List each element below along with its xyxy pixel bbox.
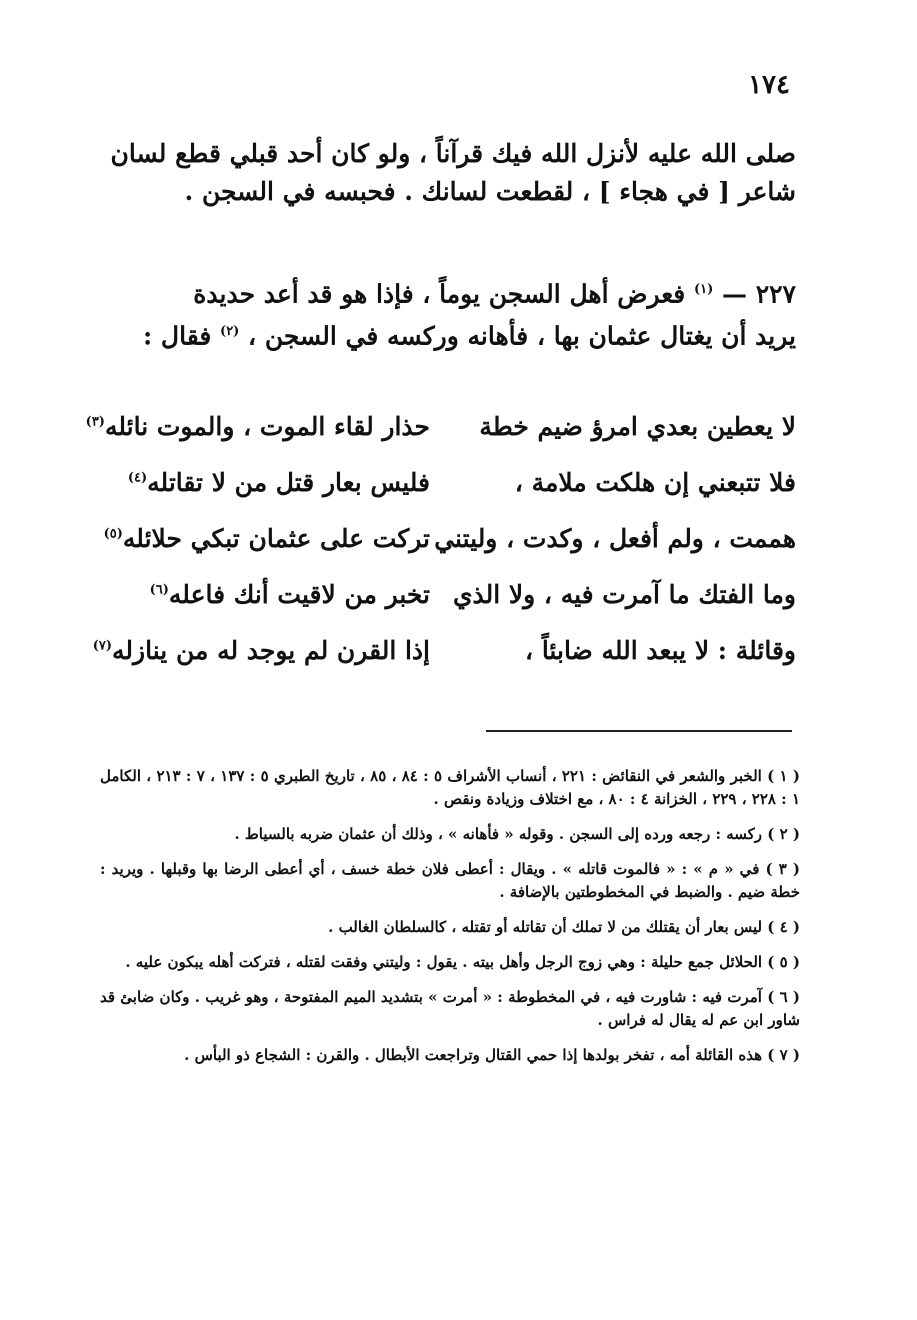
footnote: ( ٦ ) آمرت فيه : شاورت فيه ، في المخطوطة : « أمرت » بتشديد الميم المفتوحة ، وهو غريب . وكان ضابئ قد شاور ابن عم له يقال له فراس . <box>100 988 800 1029</box>
footnote-ref: (٥) <box>103 526 123 542</box>
poem-verse <box>100 454 796 510</box>
text-line <box>100 313 796 355</box>
text-span: تخبر من لاقيت أنك فاعله <box>168 579 430 609</box>
verse-second-hemistich <box>85 411 430 441</box>
text-line: صلى الله عليه لأنزل الله فيك قرآناً ، ولو كان أحد قبلي قطع لسان <box>110 139 796 168</box>
verse-second-hemistich <box>100 468 430 497</box>
verse-first-hemistich: هممت ، ولم أفعل ، وكدت ، وليتني <box>434 523 796 553</box>
verse-first-hemistich: فلا تتبعني إن هلكت ملامة ، <box>514 467 796 497</box>
footnote-ref: (٧) <box>92 638 113 654</box>
poem <box>85 398 796 678</box>
verse-second-hemistich <box>100 580 430 609</box>
verse-second-hemistich <box>100 524 430 553</box>
text-span: إذا القرن لم يوجد له من ينازله <box>112 635 430 665</box>
footnote: ( ٢ ) ركسه : رجعه ورده إلى السجن . وقوله « فأهانه » ، وذلك أن عثمان ضربه بالسياط . <box>234 825 800 843</box>
text-span: تركت على عثمان تبكي حلائله <box>122 523 430 553</box>
footnote-ref: (١) <box>693 282 714 297</box>
verse-first-hemistich: لا يعطين بعدي امرؤ ضيم خطة <box>479 411 796 441</box>
footnote-separator <box>486 730 792 732</box>
paragraph-number: ٢٢٧ — <box>721 279 796 309</box>
text-span: فعرض أهل السجن يوماً ، فإذا هو قد أعد حديدة <box>193 279 686 309</box>
text-line <box>100 271 796 313</box>
text-span: حذار لقاء الموت ، والموت نائله <box>104 411 430 441</box>
text-line: شاعر [ في هجاء ] ، لقطعت لسانك . فحبسه في السجن . <box>184 177 796 206</box>
footnotes <box>100 765 800 1079</box>
paragraph-continuation <box>100 135 796 211</box>
page-number: ١٧٤ <box>748 70 790 100</box>
footnote-ref: (٤) <box>127 470 148 486</box>
footnote: ( ٣ ) في « م » : « فالموت قاتله » . ويقال : أعطى فلان خطة خسف ، أي أعطى الرضا بها وقبلها . ويريد : خطة ضيم . والضبط في المخطوطتين بالإضافة . <box>100 860 800 901</box>
text-span: فليس بعار قتل من لا تقاتله <box>147 467 430 497</box>
footnote: ( ٤ ) ليس بعار أن يقتلك من لا تملك أن تقاتله أو تقتله ، كالسلطان الغالب . <box>328 918 800 936</box>
verse-second-hemistich <box>92 635 430 665</box>
verse-first-hemistich: وقائلة : لا يبعد الله ضابئاً ، <box>525 635 796 665</box>
poem-verse <box>100 510 796 566</box>
text-span: يريد أن يغتال عثمان بها ، فأهانه وركسه في السجن ، <box>248 321 796 351</box>
verse-first-hemistich: وما الفتك ما آمرت فيه ، ولا الذي <box>452 579 796 609</box>
poem-verse <box>100 566 796 622</box>
footnote: ( ١ ) الخبر والشعر في النقائض : ٢٢١ ، أنساب الأشراف ٥ : ٨٤ ، ٨٥ ، تاريخ الطبري ٥ : ١٣٧ ، ٧ : ٢١٣ ، الكامل ١ : ٢٢٨ ، ٢٢٩ ، الخزانة ٤ : ٨٠ ، مع اختلاف وزيادة ونقص . <box>100 767 801 808</box>
paragraph-227 <box>100 271 796 356</box>
footnote-ref: (٢) <box>220 324 240 340</box>
poem-verse <box>92 622 796 678</box>
footnote-ref: (٣) <box>85 414 105 430</box>
footnote: ( ٥ ) الحلائل جمع حليلة : وهي زوج الرجل وأهل بيته . يقول : وليتني وفقت لقتله ، فتركت أهله يبكون عليه . <box>125 953 800 971</box>
footnote: ( ٧ ) هذه القائلة أمه ، تفخر بولدها إذا حمي القتال وتراجعت الأبطال . والقرن : الشجاع ذو البأس . <box>184 1046 800 1064</box>
text-span: فقال : <box>143 321 212 351</box>
footnote-ref: (٦) <box>149 582 169 598</box>
poem-verse <box>85 398 796 454</box>
